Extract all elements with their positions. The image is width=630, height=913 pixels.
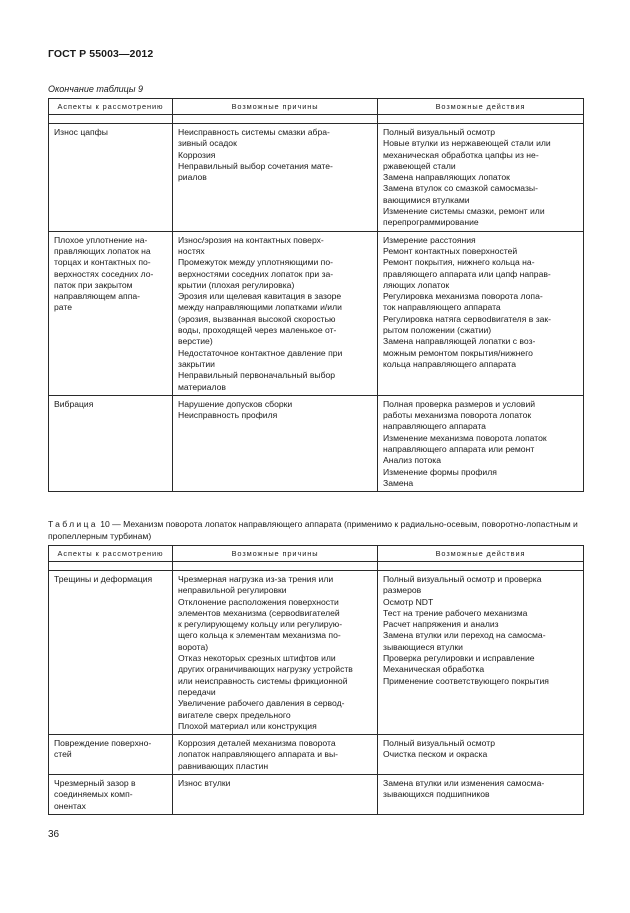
cell-line: Изменение механизма поворота лопаток (383, 432, 547, 443)
column-header-aspects: Аспекты к рассмотрению (49, 546, 173, 562)
cell-line: Анализ потока (383, 455, 441, 466)
cell-line: Плохой материал или конструкция (178, 720, 317, 731)
table-10-caption-label: Таблица (48, 519, 98, 529)
cell-line: или неисправность системы фрикционной (178, 675, 348, 686)
cell-line: Чрезмерный зазор в (54, 778, 136, 789)
cell-line: зивный осадок (178, 138, 237, 149)
cell-line: Замена (383, 477, 414, 488)
standard-code: ГОСТ Р 55003—2012 (48, 48, 154, 60)
aspect-cell (49, 775, 173, 815)
cell-line: торцах и контактных по- (54, 257, 151, 268)
cell-line: других ограничивающих нагрузку устройств (178, 664, 353, 675)
table-row (49, 124, 584, 232)
cell-line: Неправильный выбор сочетания мате- (178, 160, 333, 171)
cell-line: механическая обработка цапфы из не- (383, 149, 539, 160)
table-9 (48, 98, 584, 492)
cell-line: (эрозия, вызванная высокой скоростью (178, 313, 336, 324)
cell-line: крытии (плохая регулировка) (178, 279, 295, 290)
cell-line: Регулировка механизма поворота лопа- (383, 291, 543, 302)
aspect-cell (49, 735, 173, 775)
cell-line: можным ремонтом покрытия/нижнего (383, 347, 533, 358)
cell-line: Осмотр NDT (383, 596, 434, 607)
cell-line: воды, проходящей через маленькое от- (178, 325, 337, 336)
cell-line: вигателе сверх предельного (178, 709, 291, 720)
cell-line: Полный визуальный осмотр (383, 738, 495, 749)
causes-cell (173, 571, 378, 735)
aspect-cell (49, 231, 173, 395)
cell-line: кольца направляющего аппарата (383, 358, 516, 369)
cell-line: Проверка регулировки и исправление (383, 653, 535, 664)
cell-line: Полная проверка размеров и условий (383, 398, 536, 409)
cell-line: передачи (178, 686, 216, 697)
cell-line: правляющего аппарата или цапф направ- (383, 268, 551, 279)
table-row (49, 395, 584, 491)
column-header-aspects: Аспекты к рассмотрению (49, 99, 173, 115)
column-header-causes: Возможные причины (173, 546, 378, 562)
cell-line: направляющего аппарата или ремонт (383, 444, 535, 455)
cell-line: работы механизма поворота лопаток (383, 410, 532, 421)
cell-line: Замена направляющих лопаток (383, 172, 510, 183)
cell-line: Механическая обработка (383, 664, 485, 675)
cell-line: ностях (178, 245, 205, 256)
cell-line: элементов механизма (сервodвигателей (178, 607, 340, 618)
cell-line: щего кольца к элементам механизма по- (178, 630, 341, 641)
aspect-cell (49, 395, 173, 491)
causes-cell (173, 124, 378, 232)
actions-cell (378, 735, 584, 775)
cell-line: к регулирующему кольцу или регулирую- (178, 619, 343, 630)
cell-line: онентах (54, 800, 86, 811)
cell-line: равнивающих пластин (178, 760, 269, 771)
cell-line: Ремонт контактных поверхностей (383, 245, 518, 256)
cell-line: Замена втулок со смазкой самосмазы- (383, 183, 538, 194)
actions-cell (378, 571, 584, 735)
causes-cell (173, 231, 378, 395)
table-continuation-label: Окончание таблицы 9 (48, 84, 143, 94)
aspect-cell (49, 571, 173, 735)
cell-line: Замена втулки или переход на самосма- (383, 630, 546, 641)
cell-line: лопаток направляющего аппарата и вы- (178, 749, 339, 760)
cell-line: Промежуток между уплотняющими по- (178, 257, 333, 268)
cell-line: Недостаточное контактное давление при (178, 347, 343, 358)
cell-line: Износ/эрозия на контактных поверх- (178, 234, 324, 245)
cell-line: Расчет напряжения и анализ (383, 619, 499, 630)
cell-line: Очистка песком и окраска (383, 749, 488, 760)
cell-line: Замена втулки или изменения самосма- (383, 778, 545, 789)
cell-line: Вибрация (54, 398, 94, 409)
cell-line: Изменение системы смазки, ремонт или (383, 206, 545, 217)
cell-line: материалов (178, 381, 226, 392)
cell-line: ворота) (178, 641, 209, 652)
cell-line: перепрограммирование (383, 217, 479, 228)
cell-line: Износ втулки (178, 778, 231, 789)
cell-line: стей (54, 749, 72, 760)
cell-line: Неисправность профиля (178, 410, 278, 421)
cell-line: ржавеющей стали (383, 160, 456, 171)
cell-line: Коррозия (178, 149, 216, 160)
cell-line: вающимися втулками (383, 194, 470, 205)
actions-cell (378, 395, 584, 491)
cell-line: Плохое уплотнение на- (54, 234, 148, 245)
cell-line: рате (54, 302, 72, 313)
cell-line: рытом положении (сжатии) (383, 325, 492, 336)
cell-line: размеров (383, 585, 422, 596)
cell-line: Эрозия или щелевая кавитация в зазоре (178, 291, 342, 302)
cell-line: закрытии (178, 358, 215, 369)
cell-line: зывающихся подшипников (383, 789, 490, 800)
cell-line: Коррозия деталей механизма поворота (178, 738, 336, 749)
cell-line: направляющем аппа- (54, 291, 140, 302)
cell-line: зывающиеся втулки (383, 641, 463, 652)
cell-line: верхностями соседних лопаток при за- (178, 268, 334, 279)
causes-cell (173, 395, 378, 491)
cell-line: верхностях соседних ло- (54, 268, 154, 279)
aspect-cell (49, 124, 173, 232)
cell-line: Регулировка натяга сервodвигателя в зак- (383, 313, 552, 324)
table-10-caption (48, 518, 583, 542)
cell-line: Чрезмерная нагрузка из-за трения или (178, 574, 334, 584)
cell-line: верстие) (178, 336, 213, 347)
table-10 (48, 545, 584, 815)
cell-line: Измерение расстояния (383, 234, 476, 245)
actions-cell (378, 231, 584, 395)
table-row (49, 775, 584, 815)
cell-line: между направляющими лопатками и/или (178, 302, 342, 313)
cell-line: Отклонение расположения поверхности (178, 596, 339, 607)
cell-line: Неисправность системы смазки абра- (178, 127, 330, 137)
causes-cell (173, 735, 378, 775)
cell-line: правляющих лопаток на (54, 245, 151, 256)
cell-line: Износ цапфы (54, 127, 108, 137)
cell-line: ляющих лопаток (383, 279, 450, 290)
column-header-actions: Возможные действия (378, 546, 584, 562)
cell-line: Неправильный первоначальный выбор (178, 370, 336, 381)
cell-line: Тест на трение рабочего механизма (383, 607, 528, 618)
cell-line: Замена направляющей лопатки с воз- (383, 336, 536, 347)
cell-line: паток при закрытом (54, 279, 133, 290)
cell-line: неправильной регулировки (178, 585, 287, 596)
cell-line: Нарушение допусков сборки (178, 398, 293, 409)
cell-line: Трещины и деформация (54, 574, 153, 584)
actions-cell (378, 124, 584, 232)
page-number: 36 (48, 829, 60, 840)
cell-line: Увеличение рабочего давления в сервод- (178, 698, 345, 709)
column-header-actions: Возможные действия (378, 99, 584, 115)
table-row (49, 231, 584, 395)
cell-line: Полный визуальный осмотр и проверка (383, 574, 542, 584)
cell-line: направляющего аппарата (383, 421, 486, 432)
cell-line: риалов (178, 172, 207, 183)
cell-line: ток направляющего аппарата (383, 302, 501, 313)
causes-cell (173, 775, 378, 815)
cell-line: Полный визуальный осмотр (383, 127, 495, 137)
cell-line: Изменение формы профиля (383, 466, 497, 477)
column-header-causes: Возможные причины (173, 99, 378, 115)
cell-line: Новые втулки из нержавеющей стали или (383, 138, 551, 149)
cell-line: Применение соответствующего покрытия (383, 675, 549, 686)
table-10-caption-text: 10 — Механизм поворота лопаток направляющего аппарата (применимо к радиально-осевым, поворотно-лопастным и пропеллерным турбинам) (48, 519, 578, 541)
cell-line: Повреждение поверхно- (54, 738, 152, 749)
table-row (49, 735, 584, 775)
table-row (49, 571, 584, 735)
cell-line: соединяемых комп- (54, 789, 133, 800)
cell-line: Отказ некоторых срезных штифтов или (178, 653, 336, 664)
cell-line: Ремонт покрытия, нижнего кольца на- (383, 257, 535, 268)
actions-cell (378, 775, 584, 815)
